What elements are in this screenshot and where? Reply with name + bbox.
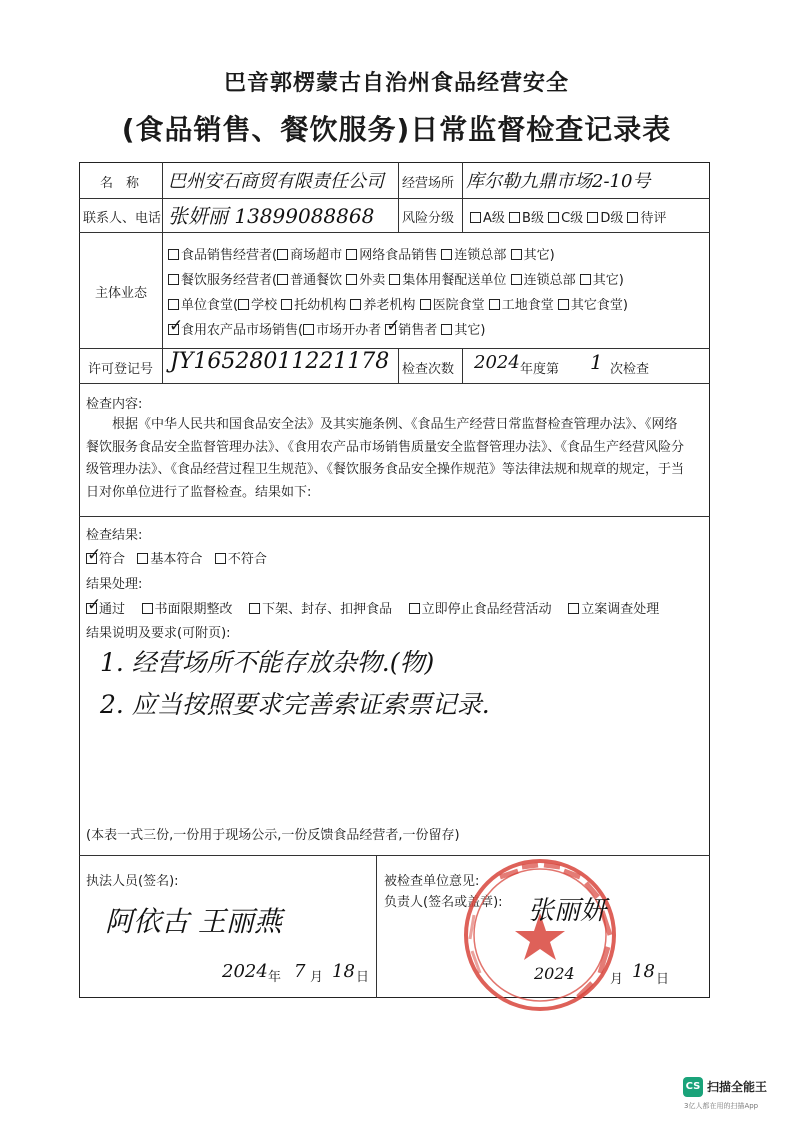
inspection-count-suffix: 次检查: [610, 362, 650, 377]
copies-footnote: (本表一式三份,一份用于现场公示,一份反馈食品经营者,一份留存): [86, 828, 460, 843]
checkbox[interactable]: [470, 212, 481, 223]
checkbox[interactable]: [580, 274, 591, 285]
row-divider: [79, 198, 710, 199]
inspected-signature: 张丽妍: [528, 896, 607, 926]
checkbox[interactable]: [511, 249, 522, 260]
place-value: 库尔勒九鼎市场2-10号: [466, 171, 651, 192]
option-label: 工地食堂: [501, 298, 554, 313]
risk-pending: 待评: [640, 211, 667, 226]
handling-options: [86, 598, 659, 617]
checkbox[interactable]: [281, 299, 292, 310]
checkbox[interactable]: [346, 249, 357, 260]
officer-date-month: 7: [294, 961, 306, 982]
checkbox-checked[interactable]: [168, 324, 179, 335]
checkbox[interactable]: [409, 603, 420, 614]
option-label: 学校: [251, 298, 278, 313]
checkbox[interactable]: [350, 299, 361, 310]
risk-label: 风险分级: [402, 211, 455, 226]
col-divider: [398, 162, 399, 232]
inspection-count-value: 1: [590, 350, 603, 374]
officer-month-unit: 月: [310, 970, 324, 985]
col-divider: [462, 348, 463, 383]
risk-options: [470, 207, 667, 226]
contact-value: 张妍丽 13899088868: [168, 204, 375, 228]
checkbox[interactable]: [303, 324, 314, 335]
inspection-content-text: [86, 414, 686, 504]
row-divider: [79, 232, 710, 233]
checkbox-checked[interactable]: [86, 603, 97, 614]
option-label: 其它): [454, 323, 486, 338]
checkbox-checked[interactable]: [86, 553, 97, 564]
business-name-value: 巴州安石商贸有限责任公司: [168, 171, 384, 192]
checkbox[interactable]: [558, 299, 569, 310]
camscanner-name: 扫描全能王: [707, 1080, 768, 1094]
inspection-content-body: 根据《中华人民共和国食品安全法》及其实施条例、《食品生产经营日常监督检查管理办法》、《网络餐饮服务食品安全监督管理办法》、《食用农产品市场销售质量安全监督管理办法》、《食品生产经营风险分级管理办法》、《食品经营过程卫生规范》、《餐饮服务食品安全操作规范》等法律法规和规章的规定，于当日对你单位进行了监督检查。结果如下:: [86, 417, 685, 500]
handwritten-note-1: 1. 经营场所不能存放杂物.(物): [100, 648, 435, 677]
business-line-2: [168, 269, 624, 288]
col-divider: [376, 855, 377, 998]
checkbox[interactable]: [168, 274, 179, 285]
officer-label: 执法人员(签名):: [86, 874, 179, 889]
camscanner-logo-icon: CS: [683, 1077, 703, 1097]
canteen-label: 单位食堂: [181, 298, 234, 313]
inspection-year: 2024: [474, 352, 520, 373]
license-value: JY16528011221178: [170, 349, 390, 374]
checkbox[interactable]: [627, 212, 638, 223]
inspected-opinion-label: 被检查单位意见:: [384, 874, 480, 889]
option-label: 市场开办者: [316, 323, 382, 338]
officer-date-day: 18: [332, 961, 355, 982]
option-label: 医院食堂: [432, 298, 485, 313]
business-line-1: [168, 244, 555, 263]
officer-year-unit: 年: [268, 970, 282, 985]
handling-label: 结果处理:: [86, 577, 143, 592]
catering-label: 餐饮服务经营者: [181, 273, 273, 288]
inspected-month-unit: 月: [610, 972, 624, 987]
col-divider: [398, 348, 399, 383]
officer-date-year: 2024: [222, 961, 268, 982]
risk-a: A级: [483, 211, 505, 226]
checkbox[interactable]: [420, 299, 431, 310]
title-line2: (食品销售、餐饮服务)日常监督检查记录表: [121, 113, 672, 146]
checkbox[interactable]: [587, 212, 598, 223]
license-label: 许可登记号: [88, 362, 154, 377]
checkbox-checked[interactable]: [385, 324, 396, 335]
handling-investigate: 立案调查处理: [581, 602, 660, 617]
notes-label: 结果说明及要求(可附页):: [86, 626, 231, 641]
option-label: 养老机构: [363, 298, 416, 313]
inspected-date-year: 2024: [534, 964, 575, 983]
checkbox[interactable]: [238, 299, 249, 310]
place-label: 经营场所: [402, 176, 455, 191]
checkbox[interactable]: [277, 249, 288, 260]
officer-signature: 阿依古 王丽燕: [105, 905, 282, 938]
option-label: 网络食品销售: [359, 248, 438, 263]
contact-label: 联系人、电话: [83, 211, 162, 226]
row-divider: [79, 383, 710, 384]
checkbox[interactable]: [548, 212, 559, 223]
checkbox[interactable]: [142, 603, 153, 614]
checkbox[interactable]: [511, 274, 522, 285]
option-label: 连锁总部: [454, 248, 507, 263]
checkbox[interactable]: [249, 603, 260, 614]
results-options: [86, 548, 267, 567]
option-label: 普通餐饮: [290, 273, 343, 288]
checkbox[interactable]: [168, 299, 179, 310]
title-line1: 巴音郭楞蒙古自治州食品经营安全: [223, 71, 569, 96]
handwritten-note-2: 2. 应当按照要求完善索证索票记录.: [100, 690, 490, 719]
result-fail: 不符合: [227, 552, 267, 567]
option-label: 连锁总部: [523, 273, 576, 288]
camscanner-tagline: 3亿人都在用的扫描App: [684, 1102, 759, 1110]
option-label: 商场超市: [290, 248, 343, 263]
checkbox[interactable]: [568, 603, 579, 614]
inspected-person-label: 负责人(签名或盖章):: [384, 895, 503, 910]
agri-market-label: 食用农产品市场销售: [181, 323, 299, 338]
option-label: 外卖: [359, 273, 386, 288]
official-seal-stamp: [460, 855, 620, 1015]
business-line-3: [168, 294, 628, 313]
checkbox[interactable]: [509, 212, 520, 223]
paren: (: [298, 323, 304, 338]
option-label: 其它): [592, 273, 624, 288]
inspection-count-label: 检查次数: [402, 362, 455, 377]
result-pass: 符合: [99, 552, 126, 567]
risk-b: B级: [522, 211, 544, 226]
result-basic: 基本符合: [150, 552, 203, 567]
checkbox[interactable]: [489, 299, 500, 310]
col-divider: [162, 162, 163, 383]
checkbox[interactable]: [277, 274, 288, 285]
paren: (: [272, 273, 278, 288]
inspected-day-unit: 日: [656, 972, 670, 987]
inspected-date-day: 18: [632, 961, 655, 982]
option-label: 托幼机构: [294, 298, 347, 313]
business-line-4: [168, 319, 485, 338]
checkbox[interactable]: [441, 249, 452, 260]
checkbox[interactable]: [137, 553, 148, 564]
risk-d: D级: [600, 211, 624, 226]
paren: (: [272, 248, 278, 263]
option-label: 销售者: [398, 323, 438, 338]
checkbox[interactable]: [389, 274, 400, 285]
checkbox[interactable]: [346, 274, 357, 285]
handling-pass: 通过: [99, 602, 126, 617]
option-label: 集体用餐配送单位: [402, 273, 507, 288]
handling-rectify: 书面限期整改: [154, 602, 233, 617]
col-divider: [462, 162, 463, 232]
option-label: 其它食堂): [570, 298, 628, 313]
handling-stop: 立即停止食品经营活动: [421, 602, 552, 617]
row-divider: [79, 516, 710, 517]
inspection-content-label: 检查内容:: [86, 397, 143, 412]
business-type-label: 主体业态: [95, 286, 148, 301]
option-label: 其它): [523, 248, 555, 263]
handling-seize: 下架、封存、扣押食品: [262, 602, 393, 617]
risk-c: C级: [561, 211, 584, 226]
inspection-year-suffix: 年度第: [520, 362, 560, 377]
checkbox[interactable]: [215, 553, 226, 564]
paren: (: [233, 298, 239, 313]
checkbox[interactable]: [441, 324, 452, 335]
officer-day-unit: 日: [356, 970, 370, 985]
food-sales-label: 食品销售经营者: [181, 248, 273, 263]
name-label: 名 称: [100, 176, 140, 191]
checkbox[interactable]: [168, 249, 179, 260]
results-label: 检查结果:: [86, 528, 143, 543]
